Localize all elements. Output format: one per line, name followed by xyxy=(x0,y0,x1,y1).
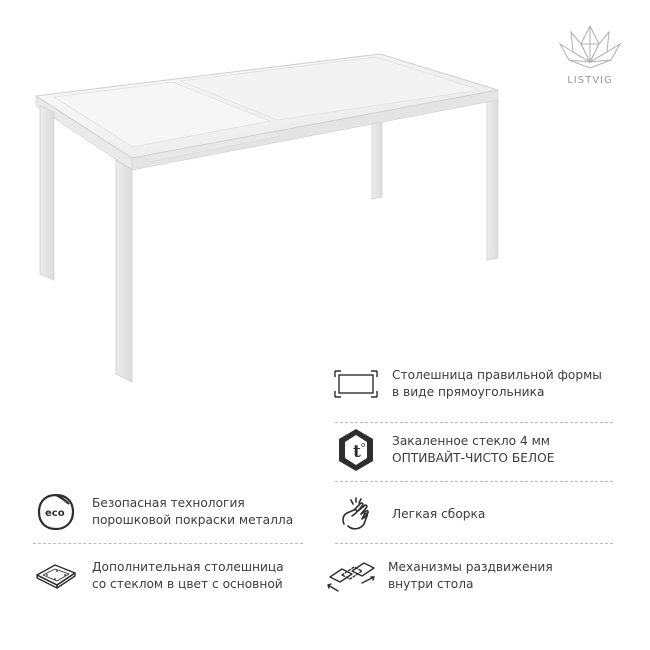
feature-assembly xyxy=(330,494,485,534)
eco-leaf-icon xyxy=(30,492,82,532)
divider xyxy=(335,543,613,544)
ok-hand-icon xyxy=(330,494,382,534)
feature-assembly-line1: Легкая сборка xyxy=(392,506,486,521)
lotus-logo-icon xyxy=(557,22,623,72)
feature-eco xyxy=(30,492,293,532)
rectangle-tabletop-icon xyxy=(330,364,382,404)
feature-shape-line2: в виде прямоугольника xyxy=(392,385,545,399)
feature-extra-top-line1: Дополнительная столешница xyxy=(92,560,284,574)
divider xyxy=(335,422,613,423)
feature-glass-line1: Закаленное стекло 4 мм xyxy=(392,434,550,448)
feature-eco-line2: порошковой покраски металла xyxy=(92,513,294,527)
feature-eco-line1: Безопасная технология xyxy=(92,496,245,510)
tempered-glass-icon xyxy=(330,430,382,470)
feature-shape xyxy=(330,364,602,404)
feature-glass-line2: ОПТИВАЙТ-ЧИСТО БЕЛОЕ xyxy=(392,451,555,465)
feature-glass xyxy=(330,430,554,470)
svg-text:eco: eco xyxy=(45,508,65,519)
feature-extra-top-line2: со стеклом в цвет с основной xyxy=(92,577,283,591)
brand-name: LISTVIG xyxy=(567,75,613,86)
divider xyxy=(33,543,303,544)
extra-tabletop-icon xyxy=(30,556,82,596)
feature-extra-top xyxy=(30,556,284,596)
feature-mechanism xyxy=(326,556,553,596)
extension-mechanism-icon xyxy=(326,556,378,596)
table-product-image xyxy=(0,40,540,400)
brand-logo xyxy=(548,22,632,86)
divider xyxy=(335,481,613,482)
feature-shape-line1: Столешница правильной формы xyxy=(392,368,602,382)
feature-mechanism-line1: Механизмы раздвижения xyxy=(388,560,553,574)
svg-text:t: t xyxy=(353,442,361,462)
svg-text:o: o xyxy=(361,441,366,449)
feature-mechanism-line2: внутри стола xyxy=(388,577,474,591)
